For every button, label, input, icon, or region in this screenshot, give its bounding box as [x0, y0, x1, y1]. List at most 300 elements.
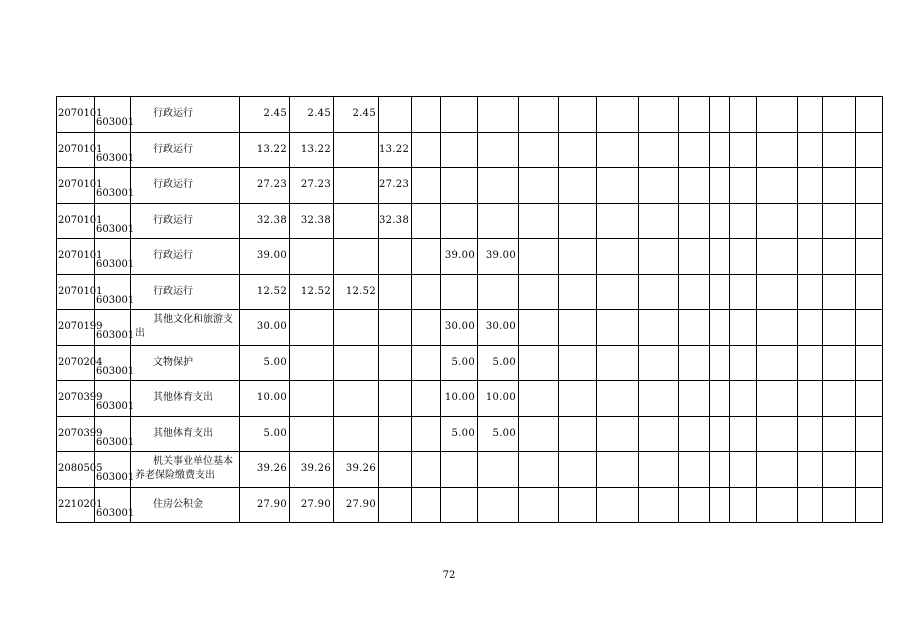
item-name: 行政运行	[153, 214, 193, 226]
function-code-cell	[57, 239, 103, 275]
empty-cell	[823, 416, 856, 452]
amount-cell: 5.00	[441, 345, 478, 381]
empty-cell	[679, 452, 710, 488]
empty-cell	[519, 274, 559, 310]
amount-cell	[412, 487, 441, 523]
unit-code: 603001	[96, 294, 135, 306]
amount-cell: 32.38	[290, 203, 334, 239]
item-name-cell	[131, 416, 240, 452]
item-name-cell	[131, 487, 240, 523]
amount-cell	[412, 452, 441, 488]
function-code: 2070101	[58, 108, 103, 119]
empty-cell	[757, 203, 798, 239]
amount-cell: 27.90	[334, 487, 379, 523]
empty-cell	[679, 168, 710, 204]
amount-cell: 13.22	[290, 132, 334, 168]
function-code-cell	[57, 345, 103, 381]
empty-cell	[597, 239, 639, 275]
empty-cell	[710, 452, 730, 488]
empty-cell	[757, 345, 798, 381]
amount-cell: 39.26	[290, 452, 334, 488]
empty-cell	[519, 168, 559, 204]
empty-cell	[757, 239, 798, 275]
empty-cell	[710, 239, 730, 275]
amount-cell: 39.26	[240, 452, 290, 488]
function-code: 2070101	[58, 179, 103, 190]
function-code: 2070101	[58, 250, 103, 261]
amount-cell: 27.23	[240, 168, 290, 204]
empty-cell	[710, 132, 730, 168]
empty-cell	[798, 452, 823, 488]
empty-cell	[679, 97, 710, 133]
empty-cell	[597, 416, 639, 452]
amount-cell	[379, 310, 412, 346]
empty-cell	[519, 452, 559, 488]
empty-cell	[730, 452, 757, 488]
item-name: 行政运行	[153, 143, 193, 155]
table-row	[57, 274, 883, 310]
item-name: 行政运行	[153, 285, 193, 297]
empty-cell	[597, 452, 639, 488]
empty-cell	[757, 487, 798, 523]
table-row	[57, 132, 883, 168]
empty-cell	[519, 310, 559, 346]
amount-cell	[334, 239, 379, 275]
function-code-cell	[57, 487, 103, 523]
amount-cell: 5.00	[478, 416, 519, 452]
unit-code-cell	[95, 97, 135, 133]
amount-cell	[290, 381, 334, 417]
amount-cell: 39.00	[240, 239, 290, 275]
amount-cell	[379, 452, 412, 488]
function-code-cell	[57, 97, 103, 133]
function-code-cell	[57, 310, 103, 346]
amount-cell	[412, 97, 441, 133]
empty-cell	[710, 487, 730, 523]
table-row	[57, 168, 883, 204]
unit-code-cell	[95, 274, 135, 310]
empty-cell	[559, 452, 597, 488]
empty-cell	[597, 487, 639, 523]
empty-cell	[856, 345, 883, 381]
empty-cell	[710, 416, 730, 452]
empty-cell	[856, 132, 883, 168]
empty-cell	[639, 203, 679, 239]
empty-cell	[597, 310, 639, 346]
amount-cell: 2.45	[290, 97, 334, 133]
empty-cell	[710, 97, 730, 133]
empty-cell	[757, 310, 798, 346]
empty-cell	[730, 97, 757, 133]
unit-code: 603001	[96, 436, 135, 448]
amount-cell: 10.00	[478, 381, 519, 417]
empty-cell	[519, 416, 559, 452]
amount-cell	[379, 97, 412, 133]
item-name: 行政运行	[153, 108, 193, 120]
empty-cell	[730, 132, 757, 168]
amount-cell	[290, 310, 334, 346]
function-code-cell	[57, 381, 103, 417]
amount-cell: 12.52	[334, 274, 379, 310]
amount-cell	[412, 381, 441, 417]
unit-code: 603001	[96, 507, 135, 519]
empty-cell	[730, 274, 757, 310]
empty-cell	[559, 416, 597, 452]
amount-cell	[478, 168, 519, 204]
empty-cell	[519, 203, 559, 239]
empty-cell	[823, 345, 856, 381]
empty-cell	[597, 274, 639, 310]
empty-cell	[710, 345, 730, 381]
item-name-cell	[131, 203, 240, 239]
amount-cell	[412, 416, 441, 452]
empty-cell	[730, 487, 757, 523]
empty-cell	[639, 239, 679, 275]
empty-cell	[757, 274, 798, 310]
unit-code-cell	[95, 203, 135, 239]
amount-cell	[379, 239, 412, 275]
unit-code: 603001	[96, 117, 135, 128]
item-name-cell	[131, 345, 240, 381]
amount-cell	[334, 381, 379, 417]
empty-cell	[639, 452, 679, 488]
item-name: 机关事业单位基本养老保险缴费支出	[135, 456, 233, 482]
empty-cell	[757, 381, 798, 417]
empty-cell	[639, 416, 679, 452]
unit-code-cell	[95, 416, 135, 452]
empty-cell	[679, 310, 710, 346]
empty-cell	[597, 203, 639, 239]
empty-cell	[679, 274, 710, 310]
item-name-cell	[131, 310, 240, 346]
amount-cell	[290, 416, 334, 452]
unit-code-cell	[95, 132, 135, 168]
item-name-cell	[131, 381, 240, 417]
empty-cell	[710, 274, 730, 310]
amount-cell: 27.23	[290, 168, 334, 204]
empty-cell	[856, 97, 883, 133]
empty-cell	[798, 274, 823, 310]
amount-cell: 12.52	[240, 274, 290, 310]
item-name-cell	[131, 97, 240, 133]
empty-cell	[559, 97, 597, 133]
amount-cell: 39.26	[334, 452, 379, 488]
amount-cell	[412, 203, 441, 239]
amount-cell	[412, 168, 441, 204]
amount-cell: 5.00	[478, 345, 519, 381]
amount-cell	[412, 345, 441, 381]
amount-cell	[412, 310, 441, 346]
empty-cell	[757, 452, 798, 488]
amount-cell	[334, 132, 379, 168]
empty-cell	[730, 168, 757, 204]
empty-cell	[798, 310, 823, 346]
empty-cell	[519, 345, 559, 381]
function-code-cell	[57, 416, 103, 452]
amount-cell: 30.00	[240, 310, 290, 346]
empty-cell	[559, 132, 597, 168]
function-code: 2070101	[58, 143, 103, 155]
empty-cell	[559, 381, 597, 417]
empty-cell	[730, 416, 757, 452]
empty-cell	[798, 97, 823, 133]
amount-cell	[379, 487, 412, 523]
empty-cell	[639, 274, 679, 310]
function-code: 2070199	[58, 321, 103, 332]
unit-code: 603001	[96, 472, 135, 483]
amount-cell: 27.23	[379, 168, 412, 204]
amount-cell	[441, 274, 478, 310]
empty-cell	[856, 203, 883, 239]
amount-cell	[334, 203, 379, 239]
empty-cell	[519, 487, 559, 523]
empty-cell	[798, 168, 823, 204]
empty-cell	[679, 487, 710, 523]
table-row	[57, 203, 883, 239]
item-name-cell	[131, 168, 240, 204]
empty-cell	[856, 274, 883, 310]
unit-code-cell	[95, 168, 135, 204]
empty-cell	[823, 274, 856, 310]
table-row	[57, 416, 883, 452]
empty-cell	[798, 132, 823, 168]
empty-cell	[597, 345, 639, 381]
empty-cell	[519, 132, 559, 168]
function-code: 2070399	[58, 392, 103, 403]
empty-cell	[679, 345, 710, 381]
amount-cell	[379, 274, 412, 310]
amount-cell	[441, 132, 478, 168]
empty-cell	[798, 239, 823, 275]
unit-code: 603001	[96, 223, 135, 235]
amount-cell	[478, 132, 519, 168]
table-row	[57, 345, 883, 381]
amount-cell: 13.22	[240, 132, 290, 168]
empty-cell	[730, 203, 757, 239]
empty-cell	[519, 239, 559, 275]
function-code: 2070101	[58, 285, 103, 297]
amount-cell	[441, 452, 478, 488]
empty-cell	[823, 168, 856, 204]
amount-cell: 27.90	[290, 487, 334, 523]
item-name: 行政运行	[153, 250, 193, 262]
unit-code: 603001	[96, 330, 135, 341]
empty-cell	[639, 310, 679, 346]
empty-cell	[679, 239, 710, 275]
unit-code: 603001	[96, 259, 135, 270]
empty-cell	[823, 239, 856, 275]
empty-cell	[757, 168, 798, 204]
function-code: 2070101	[58, 214, 103, 226]
empty-cell	[597, 381, 639, 417]
empty-cell	[823, 310, 856, 346]
empty-cell	[856, 452, 883, 488]
empty-cell	[710, 381, 730, 417]
empty-cell	[559, 274, 597, 310]
amount-cell: 10.00	[240, 381, 290, 417]
amount-cell: 12.52	[290, 274, 334, 310]
amount-cell	[412, 239, 441, 275]
function-code-cell	[57, 203, 103, 239]
budget-table	[56, 96, 883, 523]
empty-cell	[559, 487, 597, 523]
function-code-cell	[57, 132, 103, 168]
empty-cell	[757, 97, 798, 133]
empty-cell	[639, 97, 679, 133]
empty-cell	[679, 381, 710, 417]
empty-cell	[597, 97, 639, 133]
empty-cell	[856, 168, 883, 204]
empty-cell	[823, 97, 856, 133]
empty-cell	[757, 132, 798, 168]
amount-cell: 5.00	[240, 416, 290, 452]
function-code-cell	[57, 168, 103, 204]
empty-cell	[639, 345, 679, 381]
unit-code-cell	[95, 452, 135, 488]
amount-cell	[478, 274, 519, 310]
amount-cell: 13.22	[379, 132, 412, 168]
amount-cell: 30.00	[478, 310, 519, 346]
function-code-cell	[57, 274, 103, 310]
amount-cell: 5.00	[240, 345, 290, 381]
amount-cell	[334, 310, 379, 346]
empty-cell	[823, 203, 856, 239]
empty-cell	[730, 381, 757, 417]
unit-code-cell	[95, 345, 135, 381]
unit-code: 603001	[96, 365, 135, 377]
amount-cell	[478, 487, 519, 523]
empty-cell	[856, 381, 883, 417]
table-row	[57, 97, 883, 133]
amount-cell	[334, 345, 379, 381]
item-name-cell	[131, 239, 240, 275]
empty-cell	[639, 487, 679, 523]
item-name: 文物保护	[153, 356, 193, 368]
empty-cell	[639, 168, 679, 204]
empty-cell	[559, 345, 597, 381]
empty-cell	[823, 132, 856, 168]
amount-cell	[478, 203, 519, 239]
amount-cell	[441, 487, 478, 523]
unit-code-cell	[95, 239, 135, 275]
item-name-cell	[131, 452, 240, 488]
empty-cell	[639, 132, 679, 168]
function-code: 2210201	[58, 498, 103, 510]
empty-cell	[639, 381, 679, 417]
empty-cell	[519, 97, 559, 133]
amount-cell: 32.38	[240, 203, 290, 239]
empty-cell	[710, 310, 730, 346]
unit-code: 603001	[96, 188, 135, 199]
empty-cell	[856, 239, 883, 275]
amount-cell: 39.00	[441, 239, 478, 275]
empty-cell	[798, 203, 823, 239]
amount-cell: 27.90	[240, 487, 290, 523]
table-row	[57, 239, 883, 275]
empty-cell	[798, 487, 823, 523]
empty-cell	[798, 381, 823, 417]
empty-cell	[559, 203, 597, 239]
amount-cell	[334, 416, 379, 452]
empty-cell	[559, 310, 597, 346]
empty-cell	[730, 345, 757, 381]
empty-cell	[798, 416, 823, 452]
amount-cell	[379, 345, 412, 381]
amount-cell: 30.00	[441, 310, 478, 346]
item-name: 其他体育支出	[153, 392, 213, 404]
unit-code-cell	[95, 381, 135, 417]
amount-cell	[441, 97, 478, 133]
item-name-cell	[131, 132, 240, 168]
function-code: 2070399	[58, 427, 103, 439]
amount-cell	[412, 274, 441, 310]
item-name: 行政运行	[153, 179, 193, 191]
empty-cell	[679, 416, 710, 452]
amount-cell: 2.45	[334, 97, 379, 133]
amount-cell: 2.45	[240, 97, 290, 133]
empty-cell	[757, 416, 798, 452]
amount-cell	[478, 97, 519, 133]
item-name: 其他体育支出	[153, 427, 213, 439]
amount-cell: 10.00	[441, 381, 478, 417]
amount-cell	[334, 168, 379, 204]
empty-cell	[519, 381, 559, 417]
unit-code: 603001	[96, 152, 135, 164]
empty-cell	[856, 416, 883, 452]
amount-cell	[290, 345, 334, 381]
amount-cell: 32.38	[379, 203, 412, 239]
empty-cell	[730, 239, 757, 275]
function-code-cell	[57, 452, 103, 488]
table-row	[57, 310, 883, 346]
empty-cell	[597, 168, 639, 204]
amount-cell	[379, 416, 412, 452]
amount-cell	[412, 132, 441, 168]
table-row	[57, 452, 883, 488]
empty-cell	[679, 132, 710, 168]
amount-cell	[290, 239, 334, 275]
unit-code-cell	[95, 310, 135, 346]
amount-cell	[478, 452, 519, 488]
unit-code-cell	[95, 487, 135, 523]
empty-cell	[597, 132, 639, 168]
empty-cell	[856, 487, 883, 523]
item-name-cell	[131, 274, 240, 310]
function-code: 2070204	[58, 356, 103, 368]
empty-cell	[798, 345, 823, 381]
function-code: 2080505	[58, 463, 103, 474]
empty-cell	[559, 168, 597, 204]
empty-cell	[823, 381, 856, 417]
amount-cell	[441, 168, 478, 204]
amount-cell: 5.00	[441, 416, 478, 452]
empty-cell	[710, 203, 730, 239]
empty-cell	[823, 487, 856, 523]
empty-cell	[856, 310, 883, 346]
item-name: 住房公积金	[153, 498, 203, 510]
empty-cell	[730, 310, 757, 346]
item-name: 其他文化和旅游支出	[135, 314, 233, 340]
amount-cell: 39.00	[478, 239, 519, 275]
empty-cell	[823, 452, 856, 488]
unit-code: 603001	[96, 401, 135, 412]
table-row	[57, 381, 883, 417]
table-row	[57, 487, 883, 523]
empty-cell	[559, 239, 597, 275]
page-number: 72	[442, 570, 456, 581]
amount-cell	[379, 381, 412, 417]
empty-cell	[679, 203, 710, 239]
